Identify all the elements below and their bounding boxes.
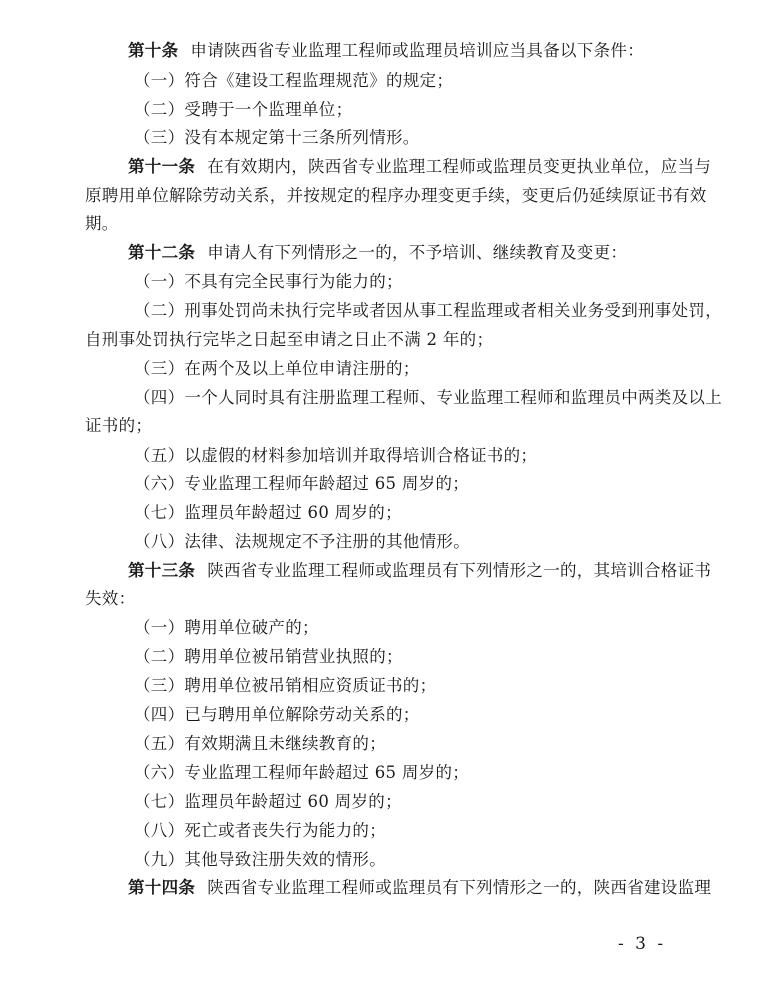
paragraph-line — [134, 705, 420, 725]
paragraph-line — [134, 446, 537, 466]
line-text: （三）聘用单位被吊销相应资质证书的； — [134, 676, 437, 695]
paragraph-line — [134, 100, 352, 120]
line-text: （二）受聘于一个监理单位； — [134, 100, 353, 119]
paragraph-line — [85, 330, 493, 350]
article-heading: 第十四条 — [128, 878, 196, 897]
line-text: 申请人有下列情形之一的，不予培训、继续教育及变更： — [207, 243, 628, 262]
line-text: （九）其他导致注册失效的情形。 — [134, 850, 386, 869]
article-heading: 第十三条 — [128, 561, 196, 580]
line-text: 在有效期内，陕西省专业监理工程师或监理员变更执业单位，应当与 — [207, 157, 712, 176]
paragraph-line — [134, 359, 420, 379]
article-heading: 第十条 — [128, 41, 179, 60]
paragraph-line — [134, 676, 436, 696]
line-text: 证书的； — [85, 416, 153, 435]
line-text: 失效： — [85, 589, 136, 608]
paragraph-line — [134, 71, 453, 91]
line-text: （五）以虚假的材料参加培训并取得培训合格证书的； — [134, 446, 538, 465]
line-text: （五）有效期满且未继续教育的； — [134, 734, 386, 753]
line-text: 陕西省专业监理工程师或监理员有下列情形之一的，其培训合格证书 — [207, 561, 712, 580]
line-text: 期。 — [85, 214, 119, 233]
line-text: （六）专业监理工程师年龄超过 65 周岁的； — [134, 763, 470, 782]
paragraph-line — [134, 532, 470, 552]
paragraph-line — [134, 763, 469, 783]
line-text: 申请陕西省专业监理工程师或监理员培训应当具备以下条件： — [190, 41, 645, 60]
paragraph-line — [134, 474, 469, 494]
line-text: （八）法律、法规规定不予注册的其他情形。 — [134, 532, 470, 551]
paragraph-line — [134, 618, 319, 638]
line-text: （八）死亡或者丧失行为能力的； — [134, 821, 386, 840]
paragraph-line — [134, 734, 386, 754]
line-text: 原聘用单位解除劳动关系，并按规定的程序办理变更手续，变更后仍延续原证书有效 — [85, 186, 707, 205]
page-number: - 3 - — [618, 934, 667, 954]
line-text: （三）在两个及以上单位申请注册的； — [134, 359, 420, 378]
article-line — [128, 41, 644, 61]
article-line — [128, 561, 711, 581]
line-text: （三）没有本规定第十三条所列情形。 — [134, 128, 420, 147]
paragraph-line — [134, 647, 403, 667]
line-text: （二）刑事处罚尚未执行完毕或者因从事工程监理或者相关业务受到刑事处罚， — [134, 301, 722, 320]
paragraph-line — [85, 589, 135, 609]
line-text: （四）已与聘用单位解除劳动关系的； — [134, 705, 420, 724]
paragraph-line — [85, 186, 707, 206]
line-text: （七）监理员年龄超过 60 周岁的； — [134, 792, 402, 811]
line-text: 陕西省专业监理工程师或监理员有下列情形之一的，陕西省建设监理 — [207, 878, 712, 897]
paragraph-line — [134, 301, 722, 321]
paragraph-line — [134, 128, 420, 148]
line-text: （二）聘用单位被吊销营业执照的； — [134, 647, 403, 666]
article-heading: 第十一条 — [128, 157, 196, 176]
article-line — [128, 243, 627, 263]
article-line — [128, 157, 711, 177]
paragraph-line — [134, 272, 403, 292]
line-text: （六）专业监理工程师年龄超过 65 周岁的； — [134, 474, 470, 493]
line-text: （一）符合《建设工程监理规范》的规定； — [134, 71, 454, 90]
paragraph-line — [134, 850, 386, 870]
paragraph-line — [134, 821, 386, 841]
paragraph-line — [85, 416, 152, 436]
line-text: （一）聘用单位破产的； — [134, 618, 319, 637]
paragraph-line — [134, 792, 402, 812]
line-text: （四）一个人同时具有注册监理工程师、专业监理工程师和监理员中两类及以上 — [134, 388, 722, 407]
line-text: 自刑事处罚执行完毕之日起至申请之日止不满 2 年的； — [85, 330, 494, 349]
line-text: （七）监理员年龄超过 60 周岁的； — [134, 503, 402, 522]
article-line — [128, 878, 711, 898]
paragraph-line — [134, 388, 722, 408]
paragraph-line — [85, 214, 119, 234]
paragraph-line — [134, 503, 402, 523]
line-text: （一）不具有完全民事行为能力的； — [134, 272, 403, 291]
article-heading: 第十二条 — [128, 243, 196, 262]
